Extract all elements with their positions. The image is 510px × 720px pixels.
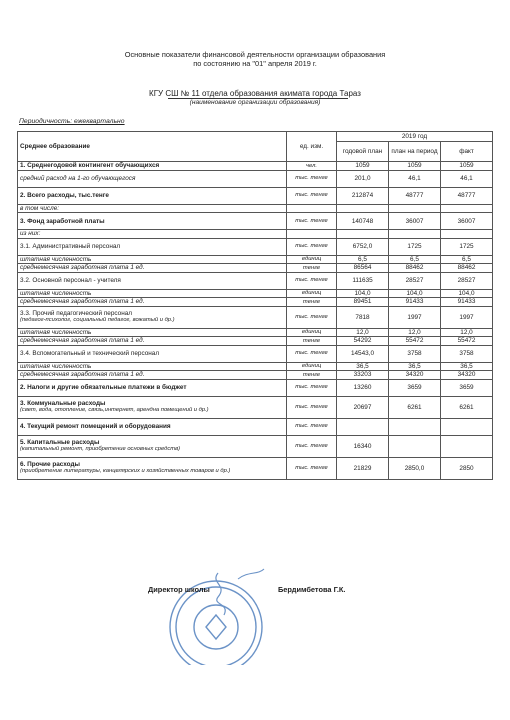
table-row: [18, 162, 493, 171]
row-plan-year: 140748: [337, 213, 389, 230]
table-row: [18, 328, 493, 337]
row-name: [18, 298, 287, 307]
row-name-text: среднемесячная заработная плата 1 ед.: [20, 337, 145, 345]
row-plan-period: [389, 418, 441, 435]
table-row: [18, 298, 493, 307]
row-name: [18, 230, 287, 239]
row-fact: 3659: [441, 379, 493, 396]
row-name: [18, 337, 287, 346]
row-fact: 55472: [441, 337, 493, 346]
row-fact: [441, 435, 493, 457]
row-name-text: 3.2. Основной персонал - учителя: [20, 277, 121, 284]
row-plan-period: 3659: [389, 379, 441, 396]
row-plan-period: 1725: [389, 238, 441, 255]
row-name-text: штатная численность: [20, 328, 92, 336]
row-name-text: 3.3. Прочий педагогический персонал: [20, 310, 133, 317]
row-unit: чел.: [287, 162, 337, 171]
row-unit: единиц: [287, 362, 337, 371]
row-plan-period: 46,1: [389, 170, 441, 187]
row-unit: тыс. тенге: [287, 238, 337, 255]
row-fact: 3758: [441, 345, 493, 362]
row-fact: 88462: [441, 264, 493, 273]
row-unit: тенге: [287, 298, 337, 307]
row-name-text: среднемесячная заработная плата 1 ед.: [20, 264, 145, 272]
row-plan-year: 1059: [337, 162, 389, 171]
row-name: [18, 213, 287, 230]
row-plan-year: 104,0: [337, 289, 389, 298]
row-name: [18, 272, 287, 289]
row-name: [18, 255, 287, 264]
row-subtitle: (педагог-психолог, социальный педагог, вожатый и др.): [20, 317, 175, 323]
row-subtitle: (капитальный ремонт, приобретение основных средств): [20, 446, 181, 452]
row-name: [18, 457, 287, 479]
row-name: [18, 289, 287, 298]
row-fact: 36007: [441, 213, 493, 230]
row-name-text: из них:: [20, 230, 41, 238]
row-plan-period: 1059: [389, 162, 441, 171]
row-plan-period: 3758: [389, 345, 441, 362]
row-plan-period: 36,5: [389, 362, 441, 371]
row-plan-period: 6261: [389, 396, 441, 418]
row-name-text: 6. Прочие расходы: [20, 461, 80, 468]
table-row: [18, 457, 493, 479]
row-name-text: средний расход на 1-го обучающегося: [20, 175, 136, 182]
row-plan-year: 7818: [337, 306, 389, 328]
table-row: [18, 345, 493, 362]
row-plan-period: 36007: [389, 213, 441, 230]
organization-caption: (наименование организации образования): [189, 99, 321, 106]
row-plan-period: 12,0: [389, 328, 441, 337]
row-name-text: среднемесячная заработная плата 1 ед.: [20, 298, 145, 306]
row-plan-year: 14543,0: [337, 345, 389, 362]
row-unit: [287, 204, 337, 213]
row-unit: тыс. тенге: [287, 213, 337, 230]
row-plan-year: 33203: [337, 371, 389, 380]
header-plan-period: план на период: [389, 142, 441, 162]
row-unit: тыс. тенге: [287, 457, 337, 479]
row-unit: тыс. тенге: [287, 272, 337, 289]
row-name-text: штатная численность: [20, 362, 92, 370]
table-row: [18, 306, 493, 328]
row-name-text: в том числе:: [20, 204, 60, 212]
row-fact: 6,5: [441, 255, 493, 264]
row-plan-year: 6752,0: [337, 238, 389, 255]
table-row: [18, 337, 493, 346]
row-plan-year: 212874: [337, 187, 389, 204]
row-fact: 6261: [441, 396, 493, 418]
row-unit: тыс. тенге: [287, 379, 337, 396]
row-name-text: 4. Текущий ремонт помещений и оборудования: [20, 423, 171, 430]
row-plan-period: 88462: [389, 264, 441, 273]
row-name-text: 1. Среднегодовой контингент обучающихся: [20, 162, 160, 170]
row-plan-period: 104,0: [389, 289, 441, 298]
row-name: [18, 170, 287, 187]
row-fact: [441, 230, 493, 239]
table-row: [18, 238, 493, 255]
row-name: [18, 328, 287, 337]
row-name-text: штатная численность: [20, 255, 92, 263]
table-row: [18, 204, 493, 213]
periodicity: Периодичность: ежеквартально: [19, 118, 125, 125]
table-row: [18, 289, 493, 298]
table-row: [18, 170, 493, 187]
row-plan-period: 1997: [389, 306, 441, 328]
row-plan-period: 48777: [389, 187, 441, 204]
row-name-text: 3. Фонд заработной платы: [20, 217, 105, 225]
row-unit: тенге: [287, 337, 337, 346]
row-name-text: 2. Налоги и другие обязательные платежи в бюджет: [20, 384, 187, 391]
row-fact: 1997: [441, 306, 493, 328]
header-plan-year: годовой план: [337, 142, 389, 162]
row-unit: тыс. тенге: [287, 418, 337, 435]
row-plan-year: [337, 230, 389, 239]
row-plan-year: 21829: [337, 457, 389, 479]
row-name-text: 2. Всего расходы, тыс.тенге: [20, 192, 109, 199]
row-name: [18, 264, 287, 273]
row-plan-period: 91433: [389, 298, 441, 307]
report-date: по состоянию на "01" апреля 2019 г.: [193, 59, 317, 68]
row-name: [18, 379, 287, 396]
row-fact: [441, 418, 493, 435]
organization-name: КГУ СШ № 11 отдела образования акимата города Тараз: [149, 89, 361, 98]
row-plan-year: 111635: [337, 272, 389, 289]
row-fact: 1059: [441, 162, 493, 171]
row-subtitle: (свет, вода, отопление, связь,интернет, арендна помещений и др.): [20, 407, 209, 413]
row-fact: 2850: [441, 457, 493, 479]
row-name: [18, 187, 287, 204]
row-plan-period: 28527: [389, 272, 441, 289]
director-label: Директор школы: [148, 585, 210, 594]
table-row: [18, 435, 493, 457]
row-plan-period: 34320: [389, 371, 441, 380]
header-name: Среднее образование: [18, 132, 287, 162]
row-name-text: 3. Коммунальные расходы: [20, 400, 106, 407]
header-year: 2019 год: [337, 132, 493, 142]
row-plan-year: 12,0: [337, 328, 389, 337]
table-row: [18, 362, 493, 371]
row-unit: единиц: [287, 328, 337, 337]
header-fact: факт: [441, 142, 493, 162]
table-row: [18, 213, 493, 230]
row-name: [18, 306, 287, 328]
row-name: [18, 204, 287, 213]
row-fact: 104,0: [441, 289, 493, 298]
row-name-text: среднемесячная заработная плата 1 ед.: [20, 371, 145, 379]
row-unit: единиц: [287, 255, 337, 264]
row-plan-year: 201,0: [337, 170, 389, 187]
row-fact: [441, 204, 493, 213]
row-name: [18, 371, 287, 380]
row-unit: тыс. тенге: [287, 396, 337, 418]
report-title: Основные показатели финансовой деятельности организации образования: [124, 50, 386, 59]
row-plan-period: 2850,0: [389, 457, 441, 479]
table-row: [18, 187, 493, 204]
row-unit: тенге: [287, 264, 337, 273]
row-unit: тыс. тенге: [287, 435, 337, 457]
table-row: [18, 255, 493, 264]
row-fact: 91433: [441, 298, 493, 307]
row-fact: 28527: [441, 272, 493, 289]
row-subtitle: (приобретение литературы, канцелярских и хозяйственных товаров и др.): [20, 468, 231, 474]
row-fact: 12,0: [441, 328, 493, 337]
row-plan-year: 89451: [337, 298, 389, 307]
row-name-text: 5. Капитальные расходы: [20, 439, 100, 446]
row-plan-year: 20697: [337, 396, 389, 418]
row-name: [18, 238, 287, 255]
row-name: [18, 345, 287, 362]
table-row: [18, 230, 493, 239]
table-row: [18, 379, 493, 396]
row-name: [18, 396, 287, 418]
row-fact: 1725: [441, 238, 493, 255]
financial-table: [17, 131, 493, 480]
header-unit: ед. изм.: [287, 132, 337, 162]
director-name: Бердимбетова Г.К.: [278, 585, 346, 594]
row-plan-period: [389, 204, 441, 213]
row-unit: единиц: [287, 289, 337, 298]
row-name: [18, 362, 287, 371]
table-row: [18, 396, 493, 418]
row-plan-year: [337, 204, 389, 213]
table-row: [18, 272, 493, 289]
row-unit: тыс. тенге: [287, 345, 337, 362]
row-unit: тыс. тенге: [287, 170, 337, 187]
row-name: [18, 435, 287, 457]
row-plan-period: [389, 230, 441, 239]
row-plan-period: [389, 435, 441, 457]
row-fact: 46,1: [441, 170, 493, 187]
table-row: [18, 264, 493, 273]
row-fact: 36,5: [441, 362, 493, 371]
row-fact: 48777: [441, 187, 493, 204]
row-name-text: 3.4. Вспомогательный и технический персонал: [20, 350, 160, 357]
row-plan-year: 13260: [337, 379, 389, 396]
row-plan-year: 6,5: [337, 255, 389, 264]
row-plan-period: 55472: [389, 337, 441, 346]
row-unit: [287, 230, 337, 239]
official-seal-icon: [148, 565, 288, 665]
row-unit: тыс. тенге: [287, 187, 337, 204]
table-row: [18, 371, 493, 380]
table-row: [18, 418, 493, 435]
row-plan-year: 16340: [337, 435, 389, 457]
row-unit: тыс. тенге: [287, 306, 337, 328]
row-plan-period: 6,5: [389, 255, 441, 264]
row-unit: тенге: [287, 371, 337, 380]
row-name: [18, 418, 287, 435]
row-name: [18, 162, 287, 171]
row-name-text: штатная численность: [20, 289, 92, 297]
row-fact: 34320: [441, 371, 493, 380]
row-plan-year: 36,5: [337, 362, 389, 371]
row-name-text: 3.1. Административный персонал: [20, 243, 121, 250]
row-plan-year: 54292: [337, 337, 389, 346]
row-plan-year: [337, 418, 389, 435]
row-plan-year: 86564: [337, 264, 389, 273]
